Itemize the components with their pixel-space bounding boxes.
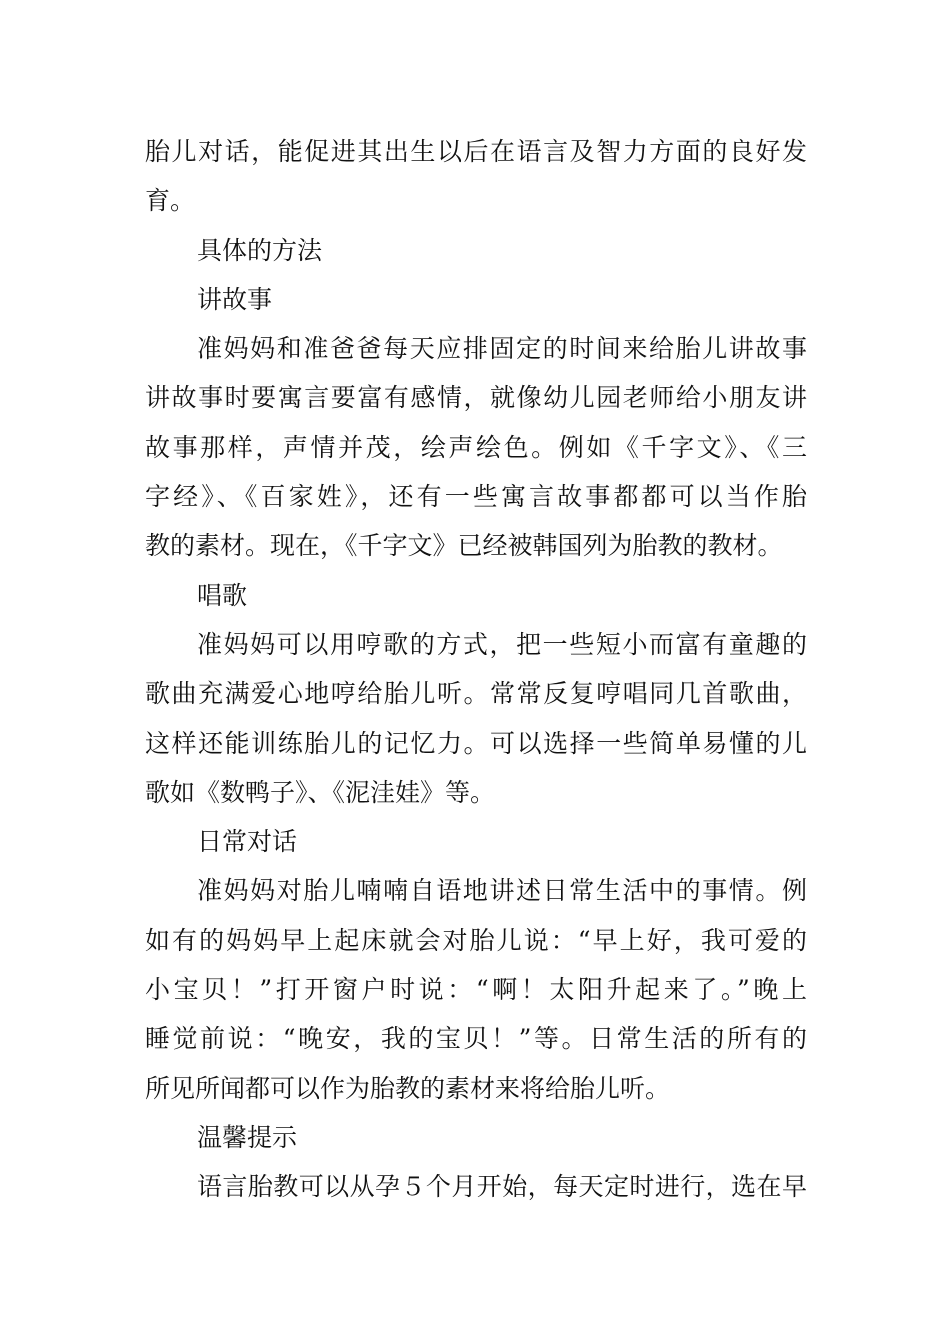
- paragraph-line: 语言胎教可以从孕５个月开始，每天定时进行，选在早: [197, 1172, 807, 1202]
- paragraph-line: 歌如《数鸭子》、《泥洼娃》等。: [145, 777, 496, 807]
- section-heading-daily-talk: 日常对话: [197, 827, 298, 857]
- paragraph-line: 歌曲充满爱心地哼给胎儿听。常常反复哼唱同几首歌曲，: [145, 679, 807, 709]
- paragraph-line: 教的素材。现在，《千字文》已经被韩国列为胎教的教材。: [145, 531, 783, 561]
- paragraph-line: 睡觉前说：“晚安，我的宝贝！”等。日常生活的所有的: [145, 1024, 807, 1054]
- paragraph-line: 胎儿对话，能促进其出生以后在语言及智力方面的良好发: [145, 137, 807, 166]
- section-heading-singing: 唱歌: [197, 580, 248, 610]
- section-heading-tips: 温馨提示: [197, 1122, 298, 1152]
- paragraph-line: 故事那样，声情并茂，绘声绘色。例如《千字文》、《三: [145, 432, 807, 462]
- paragraph-daily-talk: [145, 866, 807, 1112]
- paragraph-line: 小宝贝！”打开窗户时说：“啊！太阳升起来了。”晚上: [145, 975, 807, 1005]
- paragraph-storytelling: [145, 324, 807, 570]
- paragraph-line: 所见所闻都可以作为胎教的素材来将给胎儿听。: [145, 1073, 671, 1103]
- paragraph-line: 字经》、《百家姓》，还有一些寓言故事都都可以当作胎: [145, 482, 807, 512]
- paragraph-line: 这样还能训练胎儿的记忆力。可以选择一些简单易懂的儿: [145, 728, 807, 758]
- paragraph-tips: [145, 1162, 807, 1211]
- paragraph-line: 讲故事时要寓言要富有感情，就像幼儿园老师给小朋友讲: [145, 383, 807, 413]
- section-heading-methods: 具体的方法: [197, 235, 323, 265]
- section-heading-storytelling: 讲故事: [197, 284, 273, 314]
- paragraph-line: 准妈妈对胎儿喃喃自语地讲述日常生活中的事情。例: [197, 876, 807, 906]
- paragraph-line: 如有的妈妈早上起床就会对胎儿说：“早上好，我可爱的: [145, 925, 807, 955]
- paragraph-line: 准妈妈可以用哼歌的方式，把一些短小而富有童趣的: [197, 629, 807, 659]
- document-body: [145, 127, 807, 1212]
- paragraph-intro: [145, 127, 807, 226]
- paragraph-line: 准妈妈和准爸爸每天应排固定的时间来给胎儿讲故事: [197, 334, 807, 364]
- paragraph-singing: [145, 620, 807, 817]
- paragraph-line: 育。: [145, 186, 196, 216]
